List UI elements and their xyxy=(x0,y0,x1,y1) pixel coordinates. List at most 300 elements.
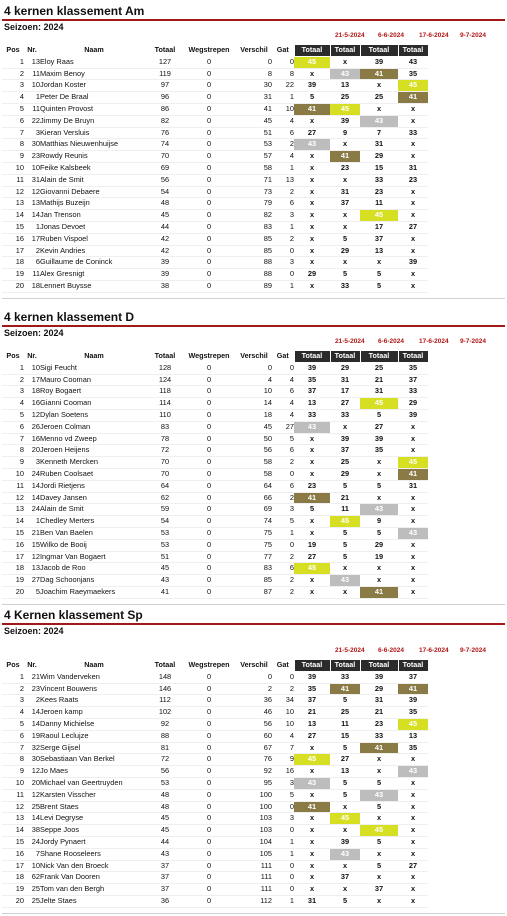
table-cell: 5 xyxy=(24,586,40,598)
player-name: Maxim Benoy xyxy=(40,68,148,80)
round-score: 25 xyxy=(360,92,398,104)
player-name: Nick Van den Broeck xyxy=(40,860,148,872)
table-cell: 2 xyxy=(272,186,294,198)
round-score: x xyxy=(398,198,428,210)
round-score: x xyxy=(294,245,330,257)
column-header: Totaal xyxy=(154,660,176,669)
column-header: Wegstrepen xyxy=(188,660,230,669)
table-cell: 42 xyxy=(148,245,182,257)
round-score: x xyxy=(398,421,428,433)
table-cell: 85 xyxy=(236,575,272,587)
table-row xyxy=(2,56,428,68)
round-score: 35 xyxy=(294,683,330,695)
round-score: x xyxy=(360,766,398,778)
round-score: x xyxy=(398,492,428,504)
round-score: 43 xyxy=(330,575,360,587)
table-cell: 0 xyxy=(182,789,236,801)
player-name: Brent Staes xyxy=(40,801,148,813)
player-name: Gianni Cooman xyxy=(40,398,148,410)
table-cell: 13 xyxy=(24,56,40,68)
table-cell: 0 xyxy=(272,825,294,837)
table-cell: 13 xyxy=(2,813,24,825)
round-score: 31 xyxy=(330,374,360,386)
table-cell: 4 xyxy=(236,374,272,386)
table-cell: 13 xyxy=(2,198,24,210)
table-cell: 17 xyxy=(24,374,40,386)
table-cell: 42 xyxy=(148,233,182,245)
round-score: 35 xyxy=(398,68,428,80)
table-cell: 9 xyxy=(2,457,24,469)
round-score: 45 xyxy=(398,457,428,469)
table-cell: 111 xyxy=(236,872,272,884)
table-cell: 104 xyxy=(236,836,272,848)
round-score: 11 xyxy=(360,198,398,210)
table-cell: 41 xyxy=(236,103,272,115)
round-score: 31 xyxy=(398,162,428,174)
table-row xyxy=(2,539,428,551)
table-cell: 1 xyxy=(272,836,294,848)
round-score: 39 xyxy=(294,671,330,683)
table-cell: 6 xyxy=(24,257,40,269)
table-cell: 72 xyxy=(148,445,182,457)
round-score: x xyxy=(294,457,330,469)
column-header: Totaal xyxy=(294,351,330,363)
table-row xyxy=(2,895,428,907)
table-cell: 0 xyxy=(182,374,236,386)
round-score: x xyxy=(398,777,428,789)
table-cell: 1 xyxy=(24,221,40,233)
round-score: 33 xyxy=(330,671,360,683)
table-cell: 1 xyxy=(272,92,294,104)
table-cell: 3 xyxy=(272,813,294,825)
round-date: 17-6-2024 xyxy=(419,32,449,39)
table-cell: 50 xyxy=(236,433,272,445)
round-score: 27 xyxy=(330,398,360,410)
table-cell: 11 xyxy=(2,480,24,492)
player-name: Raoul Leclujze xyxy=(40,730,148,742)
table-cell: 0 xyxy=(182,80,236,92)
column-header: Gat xyxy=(276,351,289,360)
table-cell: 0 xyxy=(182,398,236,410)
table-cell: 2 xyxy=(272,575,294,587)
round-score: x xyxy=(398,563,428,575)
player-name: Sigi Feucht xyxy=(40,362,148,374)
table-cell: 3 xyxy=(2,80,24,92)
table-cell: 62 xyxy=(24,872,40,884)
table-cell: 56 xyxy=(148,174,182,186)
table-cell: 146 xyxy=(148,683,182,695)
round-score: 5 xyxy=(330,742,360,754)
table-cell: 53 xyxy=(148,777,182,789)
round-score: 39 xyxy=(398,257,428,269)
player-name: Feike Kalsbeek xyxy=(40,162,148,174)
table-cell: 56 xyxy=(236,718,272,730)
table-row xyxy=(2,92,428,104)
table-cell: 0 xyxy=(182,872,236,884)
table-cell: 89 xyxy=(236,280,272,292)
table-row xyxy=(2,210,428,222)
player-name: Levi Degryse xyxy=(40,813,148,825)
round-score: 27 xyxy=(398,860,428,872)
table-cell: 0 xyxy=(182,848,236,860)
player-name: Guillaume de Coninck xyxy=(40,257,148,269)
round-score: 9 xyxy=(360,516,398,528)
table-cell: 53 xyxy=(148,539,182,551)
table-cell: 70 xyxy=(148,151,182,163)
table-cell: 118 xyxy=(148,386,182,398)
table-cell: 0 xyxy=(272,872,294,884)
player-name: Mauro Cooman xyxy=(40,374,148,386)
table-cell: 0 xyxy=(272,269,294,281)
round-score: x xyxy=(294,198,330,210)
table-row xyxy=(2,174,428,186)
round-score: 43 xyxy=(294,777,330,789)
table-cell: 0 xyxy=(182,836,236,848)
table-cell: 20 xyxy=(2,586,24,598)
table-cell: 0 xyxy=(182,492,236,504)
table-cell: 6 xyxy=(2,421,24,433)
table-cell: 14 xyxy=(2,825,24,837)
round-date: 21-5-2024 xyxy=(335,32,365,39)
column-header: Totaal xyxy=(330,351,360,363)
table-cell: 0 xyxy=(182,766,236,778)
table-cell: 56 xyxy=(236,445,272,457)
table-cell: 6 xyxy=(2,730,24,742)
round-score: 23 xyxy=(398,174,428,186)
round-score: x xyxy=(294,836,330,848)
table-cell: 1 xyxy=(272,527,294,539)
round-score: 41 xyxy=(398,683,428,695)
column-header: Totaal xyxy=(294,660,330,672)
table-cell: 12 xyxy=(2,801,24,813)
table-row xyxy=(2,127,428,139)
table-cell: 81 xyxy=(148,742,182,754)
table-cell: 0 xyxy=(182,151,236,163)
table-cell: 73 xyxy=(236,186,272,198)
round-score: 5 xyxy=(294,92,330,104)
round-score: 33 xyxy=(294,409,330,421)
round-score: x xyxy=(398,895,428,907)
table-cell: 11 xyxy=(24,269,40,281)
round-score: 23 xyxy=(360,718,398,730)
table-cell: 25 xyxy=(24,801,40,813)
round-score: x xyxy=(398,789,428,801)
table-row xyxy=(2,198,428,210)
table-row xyxy=(2,68,428,80)
round-score: 17 xyxy=(360,221,398,233)
round-score: 13 xyxy=(360,245,398,257)
column-header: Verschil xyxy=(240,660,268,669)
table-cell: 16 xyxy=(24,398,40,410)
table-row xyxy=(2,789,428,801)
round-score: 29 xyxy=(398,398,428,410)
round-score: 11 xyxy=(330,718,360,730)
table-cell: 18 xyxy=(24,386,40,398)
round-score: x xyxy=(398,813,428,825)
table-cell: 69 xyxy=(236,504,272,516)
table-cell: 45 xyxy=(148,813,182,825)
table-cell: 0 xyxy=(182,433,236,445)
table-cell: 54 xyxy=(148,516,182,528)
round-score: 39 xyxy=(398,695,428,707)
section-separator xyxy=(2,298,505,299)
table-cell: 31 xyxy=(236,92,272,104)
round-score: 31 xyxy=(294,895,330,907)
table-cell: 95 xyxy=(236,777,272,789)
table-cell: 53 xyxy=(148,527,182,539)
round-score: 5 xyxy=(330,789,360,801)
table-cell: 0 xyxy=(182,174,236,186)
table-cell: 18 xyxy=(24,280,40,292)
round-score: x xyxy=(294,742,330,754)
table-cell: 0 xyxy=(182,92,236,104)
table-cell: 8 xyxy=(2,754,24,766)
round-date: 21-5-2024 xyxy=(335,338,365,345)
table-row xyxy=(2,80,428,92)
player-name: Jeroen Heijens xyxy=(40,445,148,457)
table-cell: 45 xyxy=(148,210,182,222)
table-cell: 5 xyxy=(2,103,24,115)
round-score: x xyxy=(398,139,428,151)
table-cell: 5 xyxy=(2,409,24,421)
column-header: Nr. xyxy=(27,45,37,54)
table-row xyxy=(2,563,428,575)
title-divider xyxy=(2,19,505,21)
round-score: x xyxy=(294,575,330,587)
table-row xyxy=(2,457,428,469)
table-cell: 102 xyxy=(148,707,182,719)
table-cell: 10 xyxy=(272,707,294,719)
round-score: x xyxy=(294,766,330,778)
player-name: Wim Vanderveken xyxy=(40,671,148,683)
table-row xyxy=(2,233,428,245)
table-row xyxy=(2,492,428,504)
table-cell: 1 xyxy=(2,56,24,68)
table-cell: 6 xyxy=(272,445,294,457)
table-row xyxy=(2,504,428,516)
round-score: 35 xyxy=(294,374,330,386)
round-score: 39 xyxy=(330,115,360,127)
table-cell: 54 xyxy=(148,186,182,198)
table-cell: 64 xyxy=(236,480,272,492)
section-title: 4 kernen klassement D xyxy=(4,310,135,324)
table-cell: 76 xyxy=(148,127,182,139)
table-cell: 14 xyxy=(24,480,40,492)
table-cell: 5 xyxy=(272,789,294,801)
table-cell: 83 xyxy=(148,421,182,433)
table-row xyxy=(2,860,428,872)
table-cell: 0 xyxy=(182,210,236,222)
round-score: 35 xyxy=(398,742,428,754)
column-header: Pos xyxy=(6,45,20,54)
table-row xyxy=(2,754,428,766)
round-score: 27 xyxy=(360,421,398,433)
round-score: x xyxy=(294,433,330,445)
table-cell: 45 xyxy=(148,825,182,837)
table-row xyxy=(2,872,428,884)
table-cell: 20 xyxy=(2,280,24,292)
column-header: Totaal xyxy=(398,351,428,363)
table-cell: 20 xyxy=(2,895,24,907)
table-cell: 0 xyxy=(182,139,236,151)
table-cell: 2 xyxy=(272,683,294,695)
round-score: x xyxy=(398,151,428,163)
table-cell: 64 xyxy=(148,480,182,492)
round-score: x xyxy=(360,754,398,766)
round-score: x xyxy=(360,257,398,269)
round-score: x xyxy=(360,457,398,469)
table-cell: 112 xyxy=(148,695,182,707)
table-cell: 71 xyxy=(236,174,272,186)
round-score: x xyxy=(398,551,428,563)
table-cell: 31 xyxy=(24,174,40,186)
round-score: 39 xyxy=(294,80,330,92)
column-header: Totaal xyxy=(154,351,176,360)
table-cell: 88 xyxy=(148,730,182,742)
round-score: x xyxy=(330,421,360,433)
round-score: x xyxy=(360,895,398,907)
round-score: x xyxy=(330,210,360,222)
round-score: 27 xyxy=(398,221,428,233)
table-row xyxy=(2,257,428,269)
table-cell: 127 xyxy=(148,56,182,68)
player-name: Jeroen kamp xyxy=(40,707,148,719)
round-score: 29 xyxy=(360,539,398,551)
table-cell: 67 xyxy=(236,742,272,754)
table-cell: 58 xyxy=(236,468,272,480)
table-cell: 0 xyxy=(182,257,236,269)
round-score: 43 xyxy=(360,504,398,516)
round-score: 7 xyxy=(360,127,398,139)
table-cell: 0 xyxy=(182,198,236,210)
table-cell: 0 xyxy=(272,884,294,896)
round-score: 13 xyxy=(330,80,360,92)
table-cell: 114 xyxy=(148,398,182,410)
column-header: Naam xyxy=(84,351,104,360)
player-name: Frank Van Dooren xyxy=(40,872,148,884)
column-header: Totaal xyxy=(360,45,398,57)
table-cell: 0 xyxy=(182,245,236,257)
table-row xyxy=(2,280,428,292)
table-cell: 3 xyxy=(272,777,294,789)
table-cell: 6 xyxy=(272,198,294,210)
table-cell: 18 xyxy=(236,409,272,421)
round-score: 45 xyxy=(398,718,428,730)
table-cell: 27 xyxy=(272,421,294,433)
round-score: x xyxy=(294,115,330,127)
player-name: Matthias Nieuwenhuijse xyxy=(40,139,148,151)
table-row xyxy=(2,386,428,398)
round-score: 5 xyxy=(330,777,360,789)
column-header: Totaal xyxy=(330,660,360,672)
player-name: Ruben Vispoel xyxy=(40,233,148,245)
table-cell: 58 xyxy=(236,162,272,174)
round-score: 33 xyxy=(330,409,360,421)
table-cell: 6 xyxy=(272,386,294,398)
table-cell: 10 xyxy=(272,718,294,730)
column-header: Gat xyxy=(276,660,289,669)
table-row xyxy=(2,707,428,719)
round-score: 37 xyxy=(294,695,330,707)
table-cell: 17 xyxy=(2,551,24,563)
table-cell: 0 xyxy=(182,718,236,730)
title-divider xyxy=(2,325,505,327)
table-cell: 11 xyxy=(2,174,24,186)
table-cell: 0 xyxy=(182,56,236,68)
round-score: x xyxy=(330,221,360,233)
table-cell: 3 xyxy=(24,127,40,139)
table-cell: 6 xyxy=(272,563,294,575)
round-score: 39 xyxy=(398,409,428,421)
table-cell: 15 xyxy=(2,527,24,539)
player-name: Jimmy De Bruyn xyxy=(40,115,148,127)
table-cell: 103 xyxy=(236,825,272,837)
table-row xyxy=(2,245,428,257)
round-score: 9 xyxy=(330,127,360,139)
table-cell: 105 xyxy=(236,848,272,860)
table-cell: 10 xyxy=(272,103,294,115)
player-name: Mathijs Buzeijn xyxy=(40,198,148,210)
round-score: 11 xyxy=(330,504,360,516)
player-name: Dylan Soetens xyxy=(40,409,148,421)
round-score: 27 xyxy=(330,754,360,766)
round-score: x xyxy=(330,825,360,837)
round-score: x xyxy=(294,789,330,801)
column-header: Totaal xyxy=(398,45,428,57)
round-score: 17 xyxy=(330,386,360,398)
table-cell: 30 xyxy=(236,80,272,92)
table-cell: 0 xyxy=(182,115,236,127)
table-row xyxy=(2,671,428,683)
round-score: 25 xyxy=(360,362,398,374)
table-cell: 4 xyxy=(272,374,294,386)
table-cell: 66 xyxy=(236,492,272,504)
round-score: x xyxy=(360,575,398,587)
table-cell: 14 xyxy=(24,492,40,504)
round-score: x xyxy=(398,504,428,516)
player-name: Jordan Koster xyxy=(40,80,148,92)
table-row xyxy=(2,115,428,127)
player-name: Shane Rooseleers xyxy=(40,848,148,860)
table-cell: 4 xyxy=(272,398,294,410)
table-cell: 43 xyxy=(148,848,182,860)
table-cell: 82 xyxy=(236,210,272,222)
round-score: x xyxy=(330,563,360,575)
column-header: Wegstrepen xyxy=(188,351,230,360)
round-score: x xyxy=(330,56,360,68)
table-cell: 0 xyxy=(182,162,236,174)
round-score: 43 xyxy=(398,766,428,778)
table-cell: 12 xyxy=(24,186,40,198)
round-score: 41 xyxy=(360,68,398,80)
table-cell: 1 xyxy=(272,162,294,174)
table-cell: 17 xyxy=(2,860,24,872)
player-name: Chedley Merters xyxy=(40,516,148,528)
round-score: x xyxy=(398,836,428,848)
round-score: 31 xyxy=(398,480,428,492)
round-score: x xyxy=(398,445,428,457)
table-row xyxy=(2,480,428,492)
round-score: 23 xyxy=(360,186,398,198)
table-cell: 0 xyxy=(182,127,236,139)
table-cell: 85 xyxy=(236,233,272,245)
table-row xyxy=(2,516,428,528)
round-score: 5 xyxy=(330,539,360,551)
column-header: Totaal xyxy=(360,660,398,672)
table-cell: 3 xyxy=(272,504,294,516)
round-score: 33 xyxy=(330,280,360,292)
ranking-table xyxy=(2,659,429,908)
